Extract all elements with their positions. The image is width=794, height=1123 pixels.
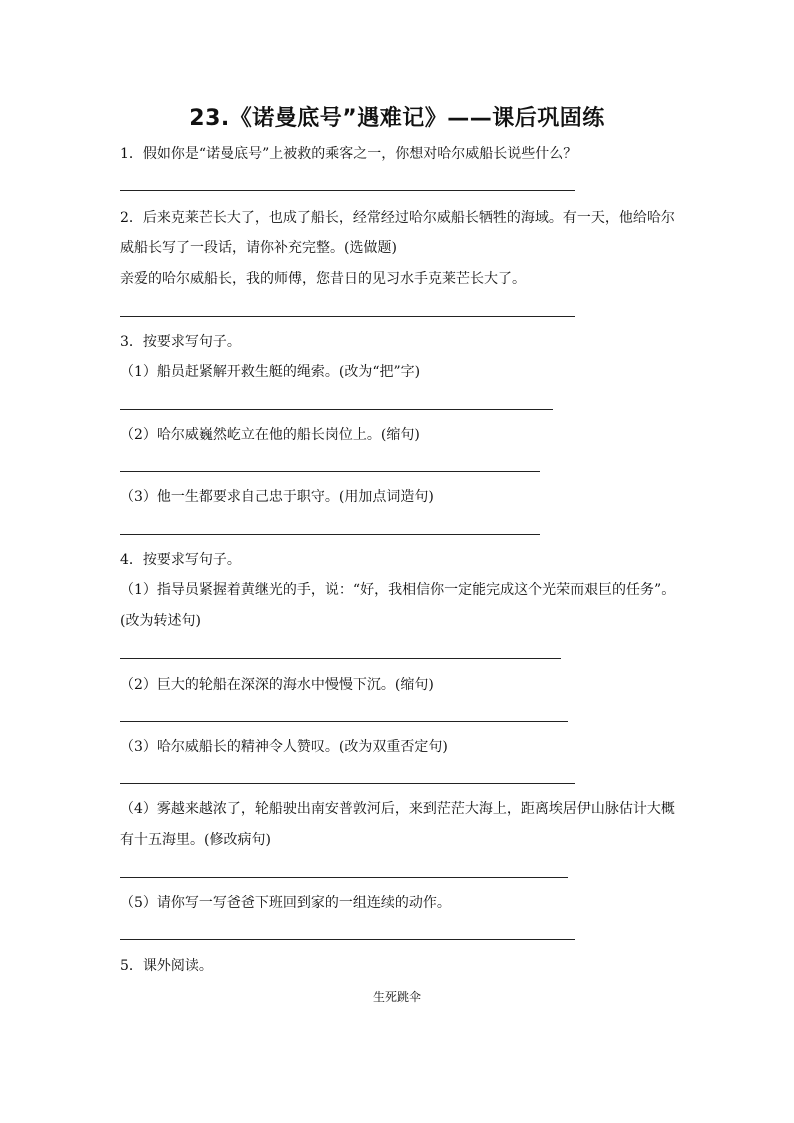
question-1: 1．假如你是“诺曼底号”上被救的乘客之一，你想对哈尔威船长说些什么？	[120, 146, 578, 162]
answer-line-4-5[interactable]	[120, 939, 575, 940]
question-4-1-line-1: （1）指导员紧握着黄继光的手，说：“好，我相信你一定能完成这个光荣而艰巨的任务”。	[120, 582, 676, 598]
question-4-5: （5）请你写一写爸爸下班回到家的一组连续的动作。	[120, 895, 451, 911]
answer-line-4-4[interactable]	[120, 877, 568, 878]
answer-line-3-3[interactable]	[120, 534, 540, 535]
question-4: 4．按要求写句子。	[120, 552, 241, 568]
question-4-4-line-2: 有十五海里。(修改病句)	[120, 832, 271, 848]
question-3: 3．按要求写句子。	[120, 334, 241, 350]
answer-line-3-1[interactable]	[120, 409, 553, 410]
page-title: 23.《诺曼底号”遇难记》——课后巩固练	[189, 106, 605, 131]
reading-title: 生死跳伞	[372, 990, 421, 1004]
question-4-4-line-1: （4）雾越来越浓了，轮船驶出南安普敦河后，来到茫茫大海上，距离埃居伊山脉估计大概	[120, 801, 675, 817]
question-4-2: （2）巨大的轮船在深深的海水中慢慢下沉。(缩句)	[120, 677, 434, 693]
question-2-line-2: 威船长写了一段话，请你补充完整。(选做题)	[120, 240, 397, 256]
answer-line-4-2[interactable]	[120, 721, 568, 722]
question-3-3: （3）他一生都要求自己忠于职守。(用加点词造句)	[120, 489, 434, 505]
answer-line-3-2[interactable]	[120, 471, 540, 472]
question-4-1-line-2: (改为转述句)	[120, 613, 201, 629]
answer-line-4-1[interactable]	[120, 658, 561, 659]
question-2-line-3: 亲爱的哈尔威船长，我的师傅，您昔日的见习水手克莱芒长大了。	[120, 271, 526, 287]
question-5: 5．课外阅读。	[120, 958, 213, 974]
answer-line-2[interactable]	[120, 316, 575, 317]
answer-line-1[interactable]	[120, 190, 575, 191]
question-2-line-1: 2．后来克莱芒长大了，也成了船长，经常经过哈尔威船长牺牲的海域。有一天，他给哈尔	[120, 210, 675, 226]
question-3-1: （1）船员赶紧解开救生艇的绳索。(改为“把”字)	[120, 364, 421, 380]
question-4-3: （3）哈尔威船长的精神令人赞叹。(改为双重否定句)	[120, 739, 448, 755]
question-3-2: （2）哈尔威巍然屹立在他的船长岗位上。(缩句)	[120, 427, 420, 443]
answer-line-4-3[interactable]	[120, 783, 575, 784]
